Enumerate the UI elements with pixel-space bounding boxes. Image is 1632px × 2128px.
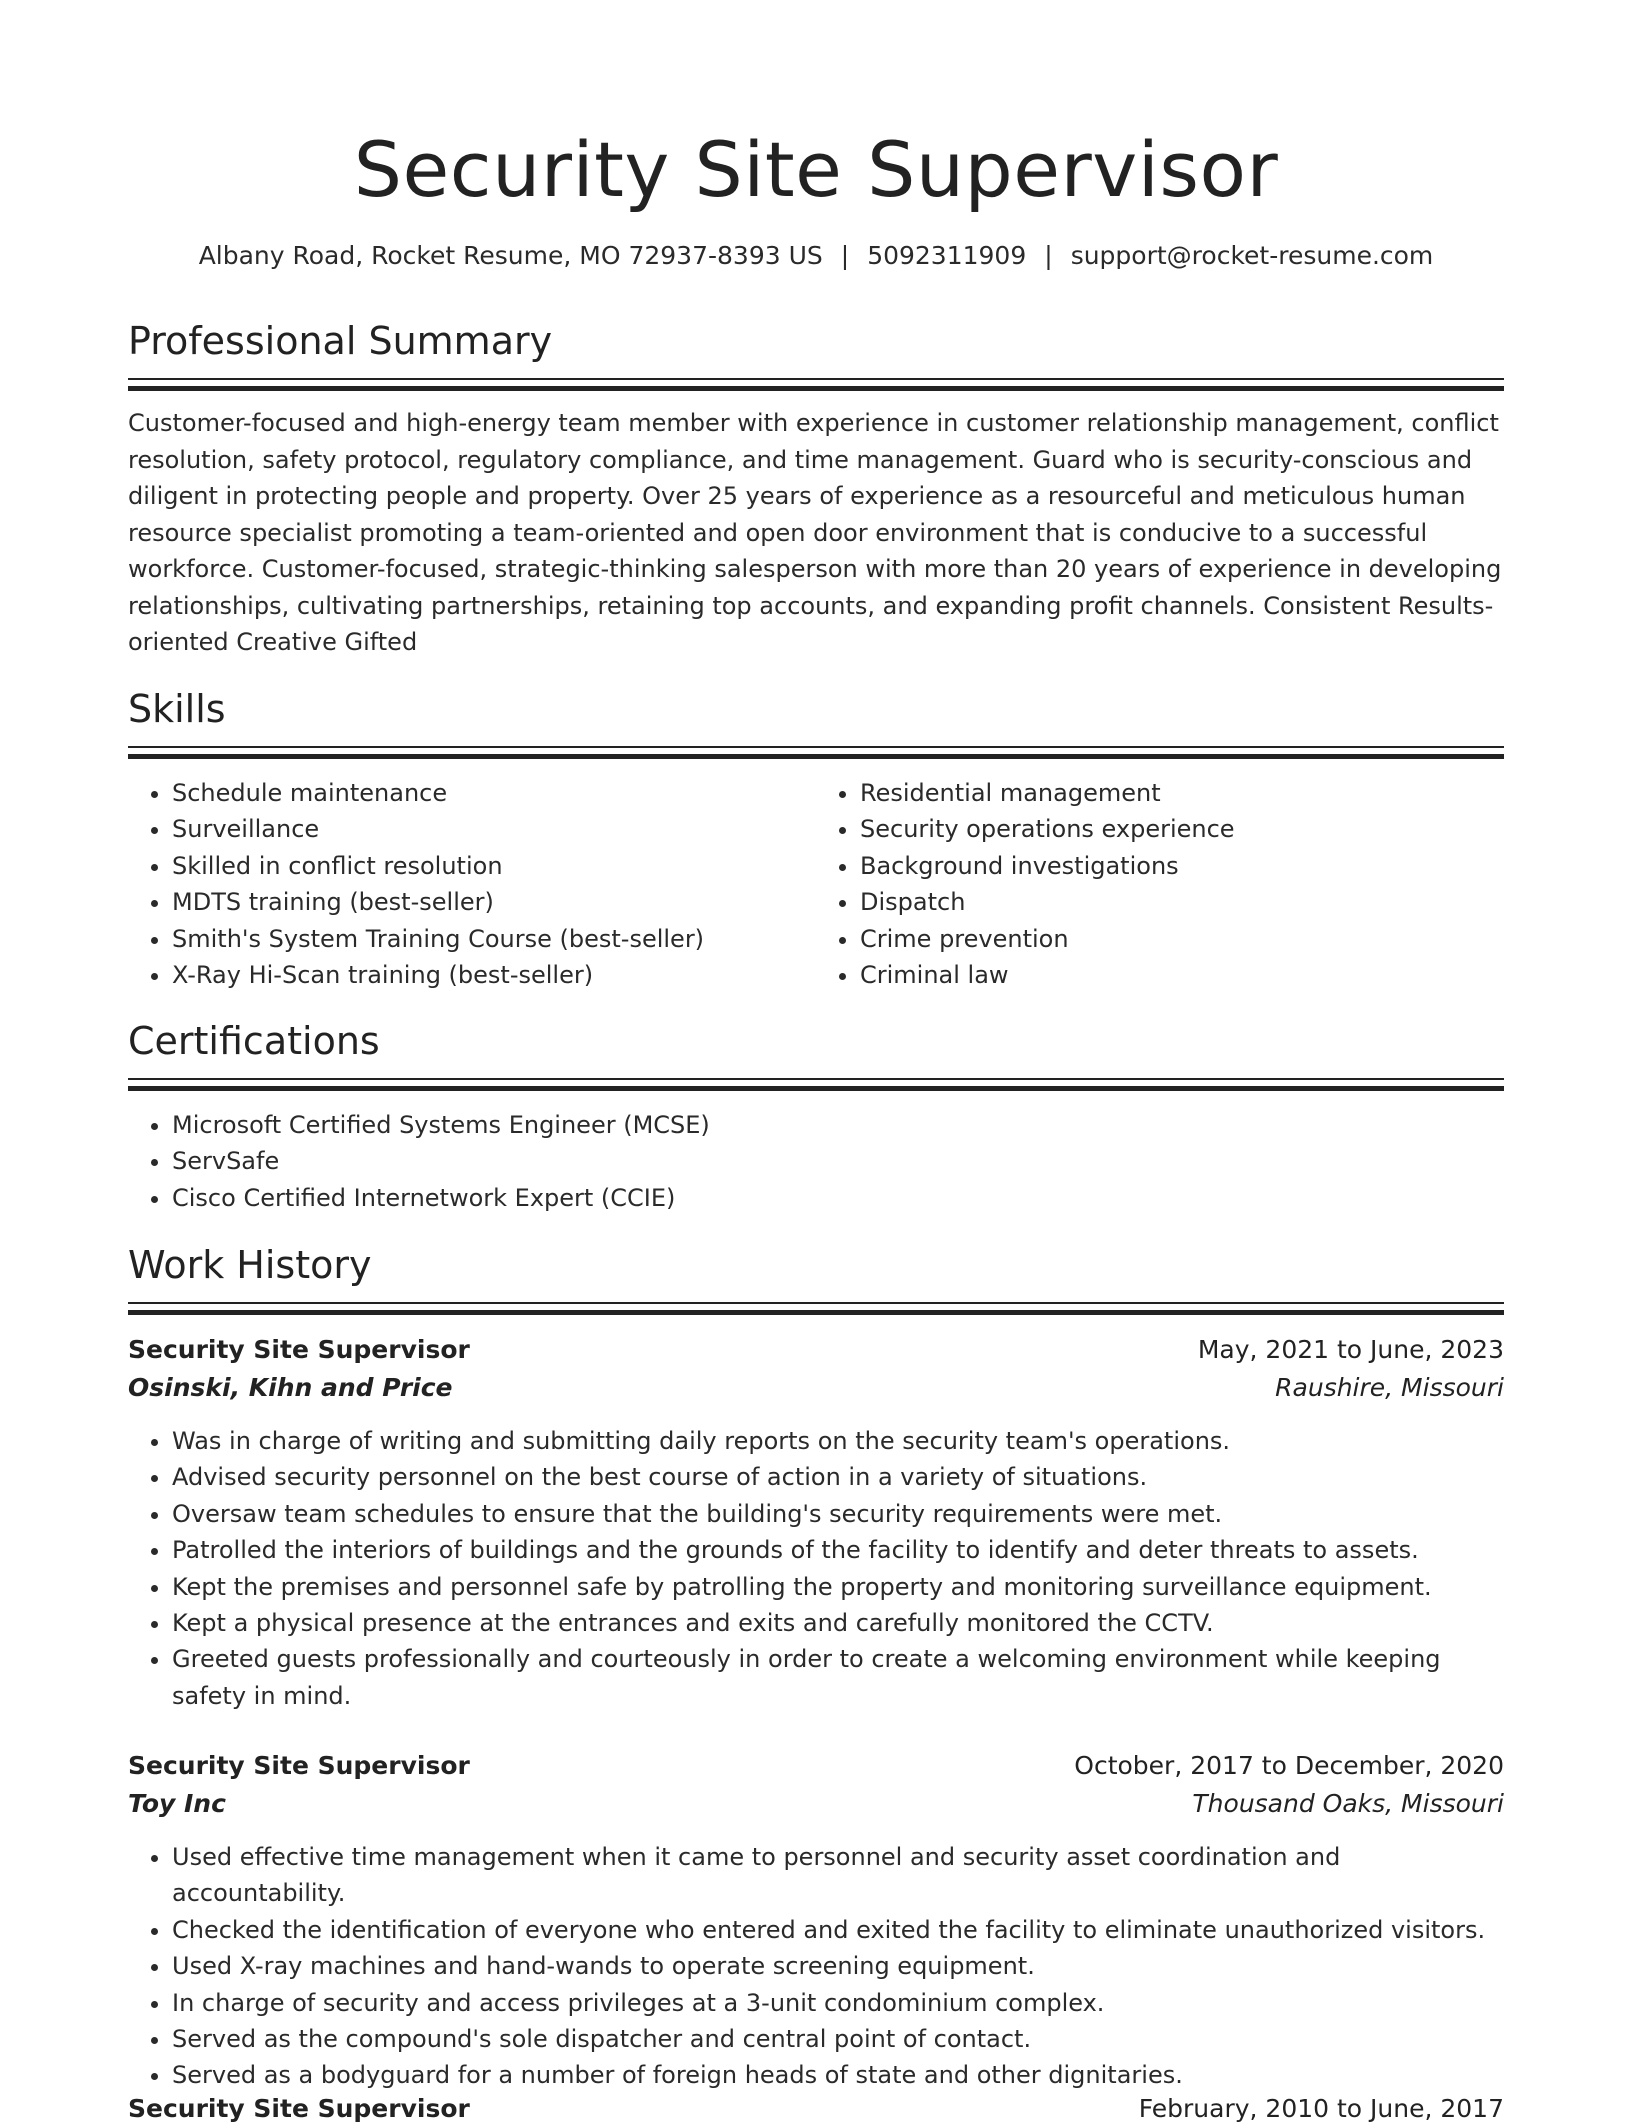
section-divider <box>128 1302 1504 1315</box>
job-entry <box>128 2090 1504 2128</box>
job-bullet: • Served as a bodyguard for a number of foreign heads of state and other dignitaries. <box>172 2057 1504 2093</box>
work-history-section <box>128 1240 1504 1315</box>
skill-item: • MDTS training (best-seller) <box>172 884 816 920</box>
certifications-section <box>128 1016 1504 1216</box>
job-dates: February, 2010 to June, 2017 <box>1138 2094 1504 2123</box>
job-location: Raushire, Missouri <box>1275 1373 1504 1402</box>
skill-item: • Smith's System Training Course (best-seller) <box>172 921 816 957</box>
certification-item: • Cisco Certified Internetwork Expert (CCIE) <box>172 1180 1504 1216</box>
certifications-title: Certifications <box>128 1019 380 1063</box>
job-header <box>128 1747 1504 1785</box>
job-entry <box>128 1331 1504 1714</box>
skill-item: • Schedule maintenance <box>172 775 816 811</box>
section-divider <box>128 746 1504 759</box>
skill-item: • Residential management <box>860 775 1504 811</box>
summary-text: Customer-focused and high-energy team member with experience in customer relationship management, conflict resolution, safety protocol, regulatory compliance, and time management. Guard who is security-conscious and diligent in protecting people and property. Over 25 years of experience as a resourceful and meticulous human resource specialist promoting a team-oriented and open door environment that is conducive to a successful workforce. Customer-focused, strategic-thinking salesperson with more than 20 years of experience in developing relationships, cultivating partnerships, retaining top accounts, and expanding profit channels. Consistent Results-oriented Creative Gifted <box>128 409 1502 656</box>
skills-columns <box>128 775 1504 993</box>
job-subheader <box>128 1369 1504 1407</box>
skill-item: • Skilled in conflict resolution <box>172 848 816 884</box>
work-history-title: Work History <box>128 1243 372 1287</box>
contact-separator: | <box>1044 241 1053 270</box>
job-company: Osinski, Kihn and Price <box>128 1373 453 1402</box>
skill-item: • Crime prevention <box>860 921 1504 957</box>
skill-item: • Background investigations <box>860 848 1504 884</box>
contact-line <box>128 238 1504 274</box>
certification-item: • Microsoft Certified Systems Engineer (MCSE) <box>172 1107 1504 1143</box>
resume-name: Security Site Supervisor <box>353 125 1279 214</box>
job-bullet: • Greeted guests professionally and courteously in order to create a welcoming environment while keeping safety in mind. <box>172 1641 1504 1714</box>
certifications-list <box>128 1107 1504 1216</box>
skill-item: • Dispatch <box>860 884 1504 920</box>
skill-item: • X-Ray Hi-Scan training (best-seller) <box>172 957 816 993</box>
job-bullet: • In charge of security and access privileges at a 3-unit condominium complex. <box>172 1985 1504 2021</box>
summary-title: Professional Summary <box>128 319 553 363</box>
skills-list-left <box>128 775 816 993</box>
skills-list-right <box>816 775 1504 993</box>
contact-email: support@rocket-resume.com <box>1070 241 1434 270</box>
section-divider <box>128 378 1504 391</box>
skills-section <box>128 684 1504 993</box>
skill-item: • Security operations experience <box>860 811 1504 847</box>
job-bullet: • Kept the premises and personnel safe by patrolling the property and monitoring surveillance equipment. <box>172 1569 1504 1605</box>
contact-address: Albany Road, Rocket Resume, MO 72937-8393 US <box>198 241 823 270</box>
skill-item: • Criminal law <box>860 957 1504 993</box>
job-bullet: • Patrolled the interiors of buildings and the grounds of the facility to identify and deter threats to assets. <box>172 1532 1504 1568</box>
skills-title: Skills <box>128 687 226 731</box>
job-company: Toy Inc <box>128 1789 226 1818</box>
job-bullet: • Oversaw team schedules to ensure that the building's security requirements were met. <box>172 1496 1504 1532</box>
job-dates: October, 2017 to December, 2020 <box>1074 1751 1504 1780</box>
job-entry <box>128 1747 1504 2094</box>
contact-phone: 5092311909 <box>867 241 1027 270</box>
certification-item: • ServSafe <box>172 1143 1504 1179</box>
job-bullet-list <box>128 1423 1504 1714</box>
job-title: Security Site Supervisor <box>128 1751 470 1780</box>
job-bullet: • Kept a physical presence at the entrances and exits and carefully monitored the CCTV. <box>172 1605 1504 1641</box>
job-header <box>128 2090 1504 2128</box>
job-bullet: • Used effective time management when it came to personnel and security asset coordination and accountability. <box>172 1839 1504 1912</box>
job-dates: May, 2021 to June, 2023 <box>1197 1335 1504 1364</box>
job-bullet-list <box>128 1839 1504 2094</box>
job-bullet: • Served as the compound's sole dispatcher and central point of contact. <box>172 2021 1504 2057</box>
contact-separator: | <box>840 241 850 270</box>
job-title: Security Site Supervisor <box>128 2094 470 2123</box>
job-title: Security Site Supervisor <box>128 1335 470 1364</box>
summary-section <box>128 316 1504 661</box>
job-location: Thousand Oaks, Missouri <box>1192 1789 1504 1818</box>
section-divider <box>128 1078 1504 1091</box>
job-bullet: • Used X-ray machines and hand-wands to operate screening equipment. <box>172 1948 1504 1984</box>
job-bullet: • Was in charge of writing and submitting daily reports on the security team's operations. <box>172 1423 1504 1459</box>
job-header <box>128 1331 1504 1369</box>
skill-item: • Surveillance <box>172 811 816 847</box>
job-bullet: • Checked the identification of everyone who entered and exited the facility to eliminate unauthorized visitors. <box>172 1912 1504 1948</box>
job-bullet: • Advised security personnel on the best course of action in a variety of situations. <box>172 1459 1504 1495</box>
job-subheader <box>128 1785 1504 1823</box>
